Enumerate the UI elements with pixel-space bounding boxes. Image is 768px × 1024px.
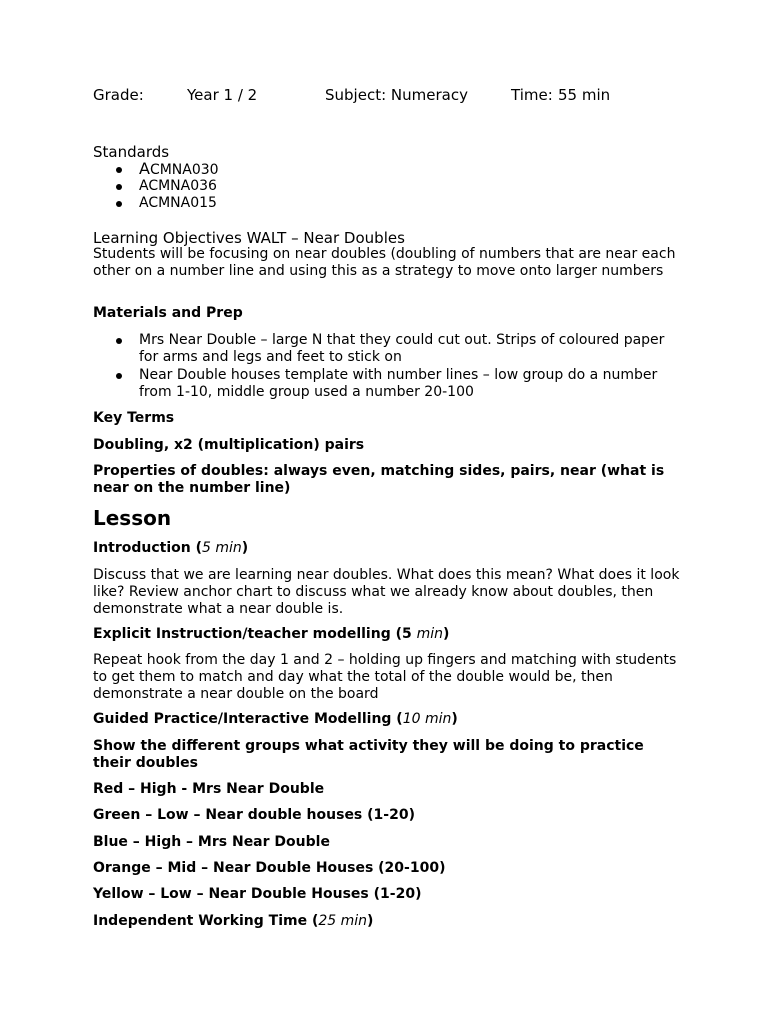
key-terms-properties: Properties of doubles: always even, matching sides, pairs, near (what is near on the number line) <box>93 463 665 496</box>
guided-label: Guided Practice/Interactive Modelling ( <box>93 711 403 727</box>
standard-item: ACMNA036 <box>139 178 217 194</box>
independent-time: 25 min <box>318 913 368 929</box>
lesson-title: Lesson <box>93 506 172 530</box>
time-value: 55 min <box>558 86 611 104</box>
materials-title: Materials and Prep <box>93 305 243 321</box>
bullet-icon <box>116 338 122 344</box>
standard-item: ACMNA015 <box>139 195 217 211</box>
material-item: Mrs Near Double – large N that they could cut out. Strips of coloured paper for arms and legs and feet to stick on <box>139 332 665 365</box>
group-item: Orange – Mid – Near Double Houses (20-100) <box>93 860 446 876</box>
standard-item <box>139 160 684 179</box>
standards-title: Standards <box>93 143 170 161</box>
objectives-text: Students will be focusing on near doubles (doubling of numbers that are near each other on a number line and using this as a strategy to move onto larger numbers <box>93 246 676 279</box>
intro-heading <box>93 540 248 556</box>
material-item: Near Double houses template with number lines – low group do a number from 1-10, middle group used a number 20-100 <box>139 367 658 400</box>
intro-time: 5 min <box>202 540 242 556</box>
grade-value: Year 1 / 2 <box>187 86 258 104</box>
time-label: Time: <box>511 86 553 104</box>
explicit-label: Explicit Instruction/teacher modelling (5 <box>93 626 417 642</box>
intro-text: Discuss that we are learning near doubles. What does this mean? What does it look like? Review anchor chart to discuss what we already know about doubles, then demonstrate what a near double is. <box>93 567 680 617</box>
group-item: Green – Low – Near double houses (1-20) <box>93 807 415 823</box>
group-item: Yellow – Low – Near Double Houses (1-20) <box>93 886 422 902</box>
explicit-heading <box>93 626 449 642</box>
key-terms-title: Key Terms <box>93 410 175 426</box>
standard-rest: CMNA030 <box>149 162 219 178</box>
independent-heading <box>93 913 373 929</box>
guided-time: 10 min <box>402 711 452 727</box>
independent-close: ) <box>367 913 374 929</box>
standard-initial: A <box>139 159 150 178</box>
intro-close: ) <box>241 540 249 556</box>
objectives-title: Learning Objectives WALT – Near Doubles <box>93 229 405 247</box>
guided-text: Show the different groups what activity they will be doing to practice their doubles <box>93 738 644 771</box>
intro-label: Introduction ( <box>93 540 203 556</box>
grade-label: Grade: <box>93 86 144 104</box>
explicit-text: Repeat hook from the day 1 and 2 – holding up fingers and matching with students to get them to match and day what the total of the double would be, then demonstrate a near double on the board <box>93 652 677 702</box>
explicit-time: min <box>416 626 444 642</box>
guided-heading <box>93 711 458 727</box>
bullet-icon <box>116 201 122 207</box>
bullet-icon <box>116 184 122 190</box>
group-item: Red – High - Mrs Near Double <box>93 781 325 797</box>
guided-close: ) <box>451 711 458 727</box>
group-item: Blue – High – Mrs Near Double <box>93 834 330 850</box>
explicit-close: ) <box>443 626 450 642</box>
bullet-icon <box>116 373 122 379</box>
independent-label: Independent Working Time ( <box>93 913 319 929</box>
key-terms-line: Doubling, x2 (multiplication) pairs <box>93 437 365 453</box>
bullet-icon <box>116 167 122 173</box>
subject: Subject: Numeracy <box>325 86 468 104</box>
